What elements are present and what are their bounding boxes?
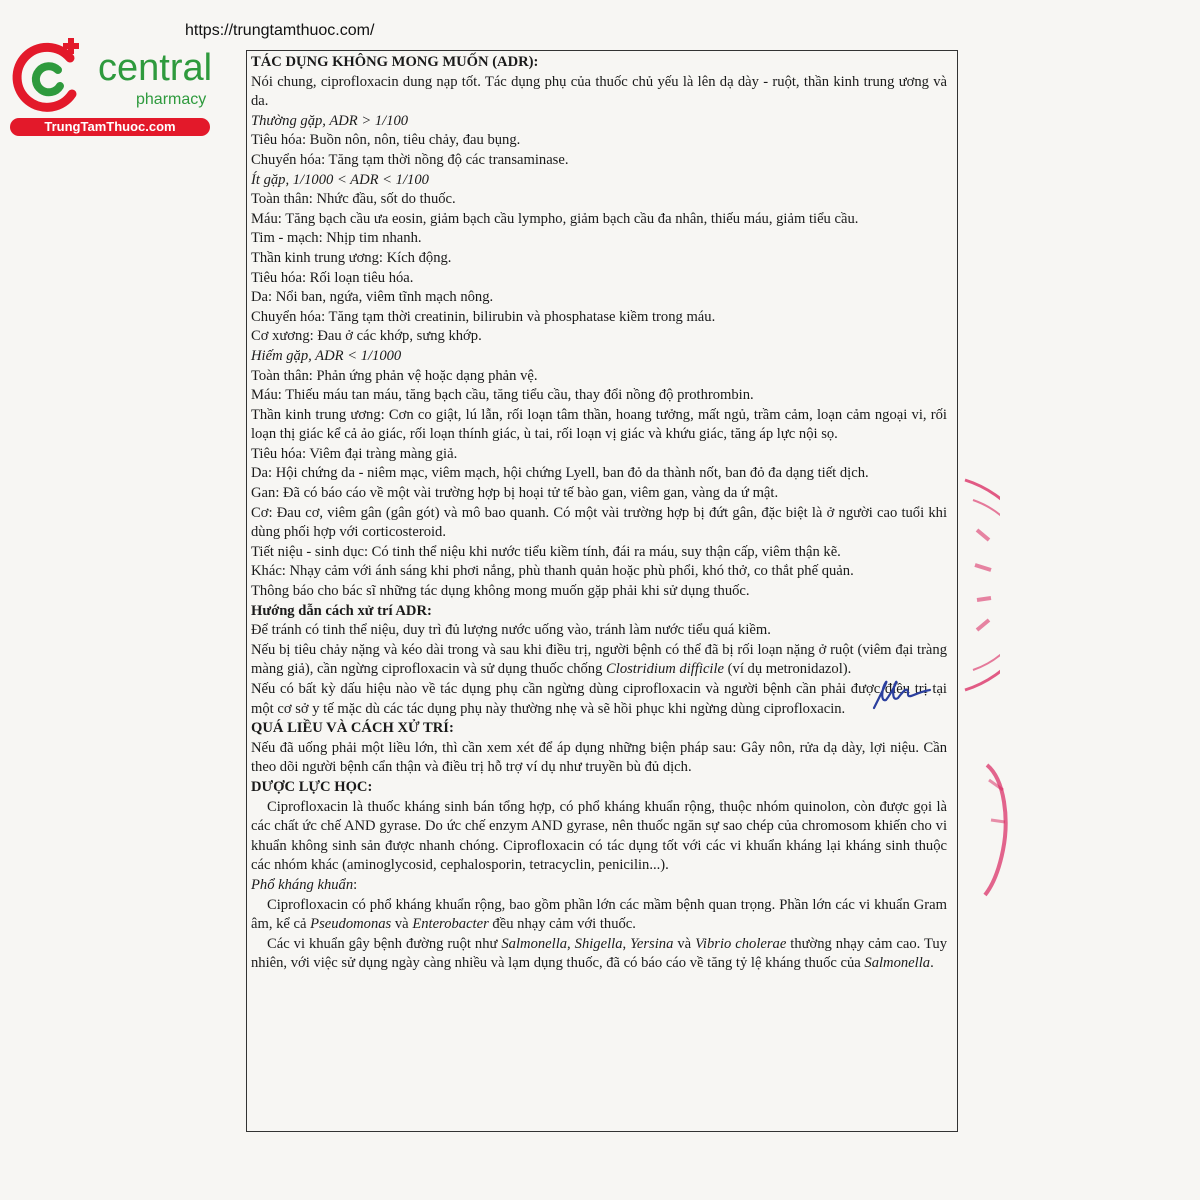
paragraph	[251, 935, 947, 974]
section-title-overdose: QUÁ LIỀU VÀ CÁCH XỬ TRÍ:	[251, 720, 454, 737]
brand-name: central	[98, 47, 213, 89]
organism-name: Pseudomonas	[310, 916, 392, 933]
site-badge: TrungTamThuoc.com	[10, 118, 210, 136]
paragraph: Để tránh có tinh thể niệu, duy trì đủ lượng nước uống vào, tránh làm nước tiểu quá kiềm.	[251, 622, 771, 639]
subsection-title: Hiếm gặp, ADR < 1/1000	[251, 347, 402, 364]
subsection-title: Ít gặp, 1/1000 < ADR < 1/100	[251, 171, 429, 188]
organism-name: Enterobacter	[412, 916, 489, 933]
paragraph	[251, 641, 947, 680]
section-title-adr: TÁC DỤNG KHÔNG MONG MUỐN (ADR):	[251, 54, 539, 70]
list-item: Gan: Đã có báo cáo về một vài trường hợp bị hoại tử tế bào gan, viêm gan, vàng da ứ mật.	[251, 485, 779, 502]
text-run: Các vi khuẩn gây bệnh đường ruột như	[267, 935, 502, 952]
section-title-adr-handling: Hướng dẫn cách xử trí ADR:	[251, 602, 432, 619]
list-item: Tiêu hóa: Buồn nôn, nôn, tiêu chảy, đau bụng.	[251, 132, 521, 149]
list-item: Tim - mạch: Nhịp tim nhanh.	[251, 230, 422, 247]
paragraph	[251, 896, 947, 935]
organism-name: Salmonella	[864, 955, 931, 972]
list-item: Thần kinh trung ương: Kích động.	[251, 249, 452, 266]
text-run: Nếu bị tiêu chảy nặng và kéo dài trong và sau khi điều trị, người bệnh có thể đã bị rối loạn nặng ở ruột (viêm đại tràng màng giả), cần ngừng ciprofloxacin và sử dụng thuốc chống	[251, 641, 947, 678]
list-item: Toàn thân: Nhức đầu, sốt do thuốc.	[251, 191, 456, 208]
organism-name: Clostridium difficile	[606, 661, 725, 678]
text-run: ,	[622, 935, 631, 952]
stamp-fragment-icon	[975, 760, 1015, 900]
paragraph: Thông báo cho bác sĩ những tác dụng không mong muốn gặp phải khi sử dụng thuốc.	[251, 583, 750, 600]
organism-name: Shigella	[574, 935, 623, 952]
list-item: Chuyển hóa: Tăng tạm thời nồng độ các transaminase.	[251, 151, 569, 168]
list-item: Tiêu hóa: Rối loạn tiêu hóa.	[251, 269, 414, 286]
subsection-title: Thường gặp, ADR > 1/100	[251, 112, 409, 129]
list-item: Cơ: Đau cơ, viêm gân (gân gót) và mô bao quanh. Có một vài trường hợp bị đứt gân, đặc biệt là ở người cao tuổi khi dùng phối hợp với corticosteroid.	[251, 504, 947, 541]
list-item: Khác: Nhạy cảm với ánh sáng khi phơi nắng, phù thanh quản hoặc phù phổi, khó thở, co thắt phế quản.	[251, 563, 854, 580]
organism-name: Salmonella	[501, 935, 568, 952]
paragraph: Nếu có bất kỳ dấu hiệu nào về tác dụng phụ cần ngừng dùng ciprofloxacin và người bệnh cần phải được điều trị tại một cơ sở y tế mặc dù các tác dụng phụ này thường nhẹ và sẽ hồi phục khi ngừng dùng ciprofloxacin.	[251, 681, 947, 717]
text-run: thường nhạy cảm cao. Tuy nhiên, với việc sử dụng ngày càng nhiều và lạm dụng thuốc, đã có báo cáo về tăng tỷ lệ kháng thuốc của	[251, 935, 947, 972]
paragraph: Nói chung, ciprofloxacin dung nạp tốt. Tác dụng phụ của thuốc chủ yếu là lên dạ dày - ruột, thần kinh trung ương và da.	[251, 73, 947, 110]
text-run: .	[930, 955, 934, 972]
list-item: Máu: Thiếu máu tan máu, tăng bạch cầu, tăng tiểu cầu, thay đổi nồng độ prothrombin.	[251, 387, 754, 404]
list-item: Thần kinh trung ương: Cơn co giật, lú lẫn, rối loạn tâm thần, hoang tưởng, mất ngủ, trầm cảm, loạn cảm ngoại vi, rối loạn thị giác kể cả ảo giác, rối loạn thính giác, ù tai, rối loạn vị giác và khứu giác, tăng áp lực nội sọ.	[251, 406, 947, 443]
list-item: Cơ xương: Đau ở các khớp, sưng khớp.	[251, 328, 482, 345]
text-run: ,	[567, 935, 575, 952]
signature-icon	[868, 672, 938, 717]
spectrum-title: Phổ kháng khuẩn	[251, 876, 354, 893]
source-url[interactable]: https://trungtamthuoc.com/	[185, 22, 375, 39]
list-item: Tiêu hóa: Viêm đại tràng màng giả.	[251, 445, 458, 462]
text-run: và	[673, 935, 696, 952]
subsection-title	[251, 876, 947, 896]
list-item: Máu: Tăng bạch cầu ưa eosin, giảm bạch cầu lympho, giảm bạch cầu đa nhân, thiếu máu, giảm tiểu cầu.	[251, 210, 859, 227]
brand-subtitle: pharmacy	[136, 91, 207, 108]
text-run: (ví dụ metronidazol).	[724, 661, 852, 678]
text-run: :	[353, 876, 358, 893]
paragraph: Ciprofloxacin là thuốc kháng sinh bán tổng hợp, có phổ kháng khuẩn rộng, thuộc nhóm quinolon, còn được gọi là các chất ức chế AND gyrase. Do ức chế enzym AND gyrase, nên thuốc ngăn sự sao chép của chromosom khiến cho vi khuẩn không sinh sản được nhanh chóng. Ciprofloxacin có tác dụng tốt với các vi khuẩn kháng lại kháng sinh thuộc các nhóm khác (aminoglycosid, cephalosporin, tetracyclin, penicilin...).	[251, 798, 947, 874]
list-item: Chuyển hóa: Tăng tạm thời creatinin, bilirubin và phosphatase kiềm trong máu.	[251, 308, 716, 325]
section-title-pharmacodynamics: DƯỢC LỰC HỌC:	[251, 778, 373, 795]
list-item: Toàn thân: Phản ứng phản vệ hoặc dạng phản vệ.	[251, 367, 538, 384]
official-stamp-icon	[955, 470, 1000, 700]
document-page	[246, 50, 958, 1132]
list-item: Da: Hội chứng da - niêm mạc, viêm mạch, hội chứng Lyell, ban đỏ da thành nốt, ban đỏ đa dạng tiết dịch.	[251, 465, 869, 482]
organism-name: Vibrio cholerae	[695, 935, 787, 952]
text-run: đều nhạy cảm với thuốc.	[488, 916, 636, 933]
organism-name: Yersina	[630, 935, 674, 952]
pharmacy-logo[interactable]	[10, 36, 225, 136]
list-item: Tiết niệu - sinh dục: Có tinh thể niệu khi nước tiểu kiềm tính, đái ra máu, suy thận cấp, viêm thận kẽ.	[251, 543, 841, 560]
text-run: và	[391, 916, 413, 933]
paragraph: Nếu đã uống phải một liều lớn, thì cần xem xét để áp dụng những biện pháp sau: Gây nôn, rửa dạ dày, lợi niệu. Cần theo dõi người bệnh cẩn thận và điều trị hỗ trợ ví dụ như truyền bù đủ dịch.	[251, 739, 947, 776]
text-run: Ciprofloxacin có phổ kháng khuẩn rộng, bao gồm phần lớn các mầm bệnh quan trọng. Phần lớn các vi khuẩn Gram âm, kể cả	[251, 896, 947, 933]
list-item: Da: Nổi ban, ngứa, viêm tĩnh mạch nông.	[251, 289, 494, 306]
logo-mark-icon	[10, 36, 100, 118]
